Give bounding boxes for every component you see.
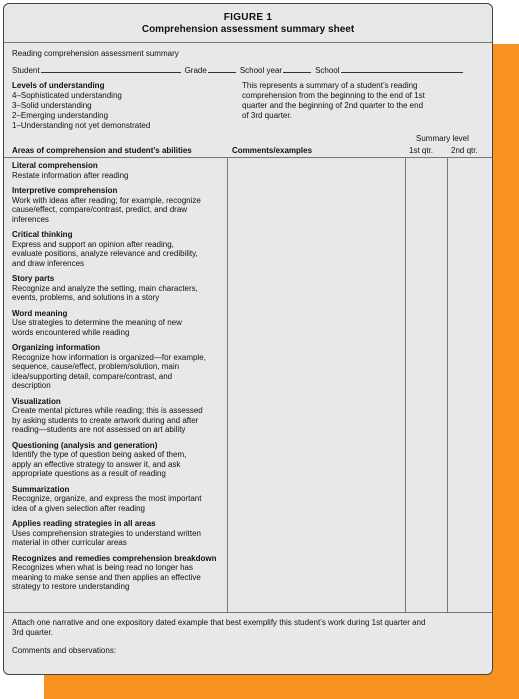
summary-note-4: of 3rd quarter. bbox=[242, 111, 292, 120]
col-header-comments: Comments/examples bbox=[232, 146, 313, 155]
ability-description: cause/effect, compare/contrast, predict, and draw bbox=[12, 205, 188, 214]
summary-note-3: quarter and the beginning of 2nd quarter to the end bbox=[242, 101, 424, 110]
ability-description: Express and support an opinion after reading, bbox=[12, 239, 174, 249]
ability-description: Uses comprehension strategies to understand written bbox=[12, 528, 201, 538]
grade-label: Grade bbox=[184, 66, 207, 75]
ability-description: description bbox=[12, 381, 51, 390]
col-header-areas: Areas of comprehension and student’s abilities bbox=[12, 146, 192, 155]
summary-level-header: Summary level bbox=[416, 134, 469, 143]
grade-field[interactable] bbox=[208, 65, 236, 73]
school-label: School bbox=[315, 66, 340, 75]
ability-description: Restate information after reading bbox=[12, 170, 129, 180]
ability-description: Recognize how information is organized—for example, bbox=[12, 352, 206, 362]
ability-description: inferences bbox=[12, 214, 49, 224]
assessment-sheet bbox=[3, 3, 493, 675]
ability-title: Literal comprehension bbox=[12, 161, 98, 170]
levels-heading: Levels of understanding bbox=[12, 81, 105, 90]
ability-description: sequence, cause/effect, problem/solution, main bbox=[12, 362, 180, 371]
col-header-q2: 2nd qtr. bbox=[451, 146, 478, 155]
attach-note-1: Attach one narrative and one expository dated example that best exemplify this student’s work during 1st quarter and bbox=[12, 618, 426, 627]
ability-title: Critical thinking bbox=[12, 230, 73, 239]
ability-row bbox=[12, 274, 227, 303]
ability-title: Recognizes and remedies comprehension breakdown bbox=[12, 553, 217, 563]
comments-label: Comments and observations: bbox=[12, 646, 117, 655]
school-year-label: School year bbox=[239, 66, 283, 75]
ability-description: idea of a given selection after reading bbox=[12, 503, 145, 513]
ability-description: Recognize, organize, and express the most important bbox=[12, 494, 202, 503]
ability-title: Applies reading strategies in all areas bbox=[12, 519, 156, 528]
ability-description: Use strategies to determine the meaning of new bbox=[12, 318, 182, 327]
ability-row bbox=[12, 161, 227, 180]
summary-note-2: comprehension from the beginning to the end of 1st bbox=[242, 91, 425, 100]
ability-row bbox=[12, 186, 227, 224]
ability-description: strategy to restore understanding bbox=[12, 582, 130, 591]
ability-row bbox=[12, 397, 227, 435]
student-info-line bbox=[12, 65, 467, 76]
attach-note-2: 3rd quarter. bbox=[12, 628, 53, 637]
col-header-q1: 1st qtr. bbox=[409, 146, 434, 155]
ability-title: Organizing information bbox=[12, 343, 100, 352]
school-field[interactable] bbox=[341, 65, 463, 73]
school-year-field[interactable] bbox=[283, 65, 311, 73]
ability-description: evaluate positions, analyze relevance and credibility, bbox=[12, 249, 198, 258]
summary-note-1: This represents a summary of a student’s reading bbox=[242, 81, 418, 90]
ability-title: Summarization bbox=[12, 484, 70, 494]
ability-rows bbox=[12, 161, 227, 598]
ability-title: Visualization bbox=[12, 396, 61, 406]
ability-description: meaning to make sense and then applies an effective bbox=[12, 572, 201, 582]
table-bottom-rule bbox=[4, 612, 492, 613]
level-4: 4–Sophisticated understanding bbox=[12, 91, 122, 100]
ability-description: and draw inferences bbox=[12, 258, 85, 268]
ability-description: material in other curricular areas bbox=[12, 538, 127, 547]
ability-description: appropriate questions as a result of reading bbox=[12, 469, 166, 478]
ability-description: Work with ideas after reading; for example, recognize bbox=[12, 195, 201, 205]
form-subtitle: Reading comprehension assessment summary bbox=[12, 49, 179, 58]
ability-title: Story parts bbox=[12, 274, 55, 283]
student-label: Student bbox=[12, 66, 40, 75]
table-header-rule bbox=[4, 157, 492, 158]
level-3: 3–Solid understanding bbox=[12, 101, 92, 110]
ability-row bbox=[12, 485, 227, 514]
ability-description: Recognizes when what is being read no longer has bbox=[12, 563, 194, 572]
ability-row bbox=[12, 230, 227, 268]
ability-description: by asking students to create artwork during and after bbox=[12, 415, 199, 425]
ability-description: words encountered while reading bbox=[12, 327, 130, 337]
ability-row bbox=[12, 343, 227, 391]
student-field[interactable] bbox=[41, 65, 181, 73]
header-rule bbox=[4, 42, 492, 43]
ability-row bbox=[12, 441, 227, 479]
ability-title: Word meaning bbox=[12, 308, 68, 318]
level-1: 1–Understanding not yet demonstrated bbox=[12, 121, 151, 130]
col-divider-comments bbox=[227, 157, 228, 612]
ability-description: Create mental pictures while reading; this is assessed bbox=[12, 406, 203, 415]
ability-description: apply an effective strategy to answer it, and ask bbox=[12, 459, 181, 469]
figure-header bbox=[4, 4, 492, 36]
ability-description: Identify the type of question being asked of them, bbox=[12, 450, 187, 459]
figure-label: FIGURE 1 bbox=[223, 12, 273, 23]
col-divider-q1 bbox=[405, 157, 406, 612]
ability-row bbox=[12, 309, 227, 338]
ability-description: events, problems, and solutions in a story bbox=[12, 293, 160, 302]
ability-title: Interpretive comprehension bbox=[12, 186, 118, 195]
ability-description: idea/supporting detail, compare/contrast, and bbox=[12, 371, 173, 381]
ability-title: Questioning (analysis and generation) bbox=[12, 440, 158, 450]
figure-title: Comprehension assessment summary sheet bbox=[141, 24, 355, 35]
level-2: 2–Emerging understanding bbox=[12, 111, 109, 120]
ability-description: Recognize and analyze the setting, main characters, bbox=[12, 283, 198, 293]
ability-description: reading—students are not assessed on art ability bbox=[12, 425, 186, 434]
ability-row bbox=[12, 519, 227, 548]
ability-row bbox=[12, 554, 227, 592]
col-divider-q2 bbox=[447, 157, 448, 612]
